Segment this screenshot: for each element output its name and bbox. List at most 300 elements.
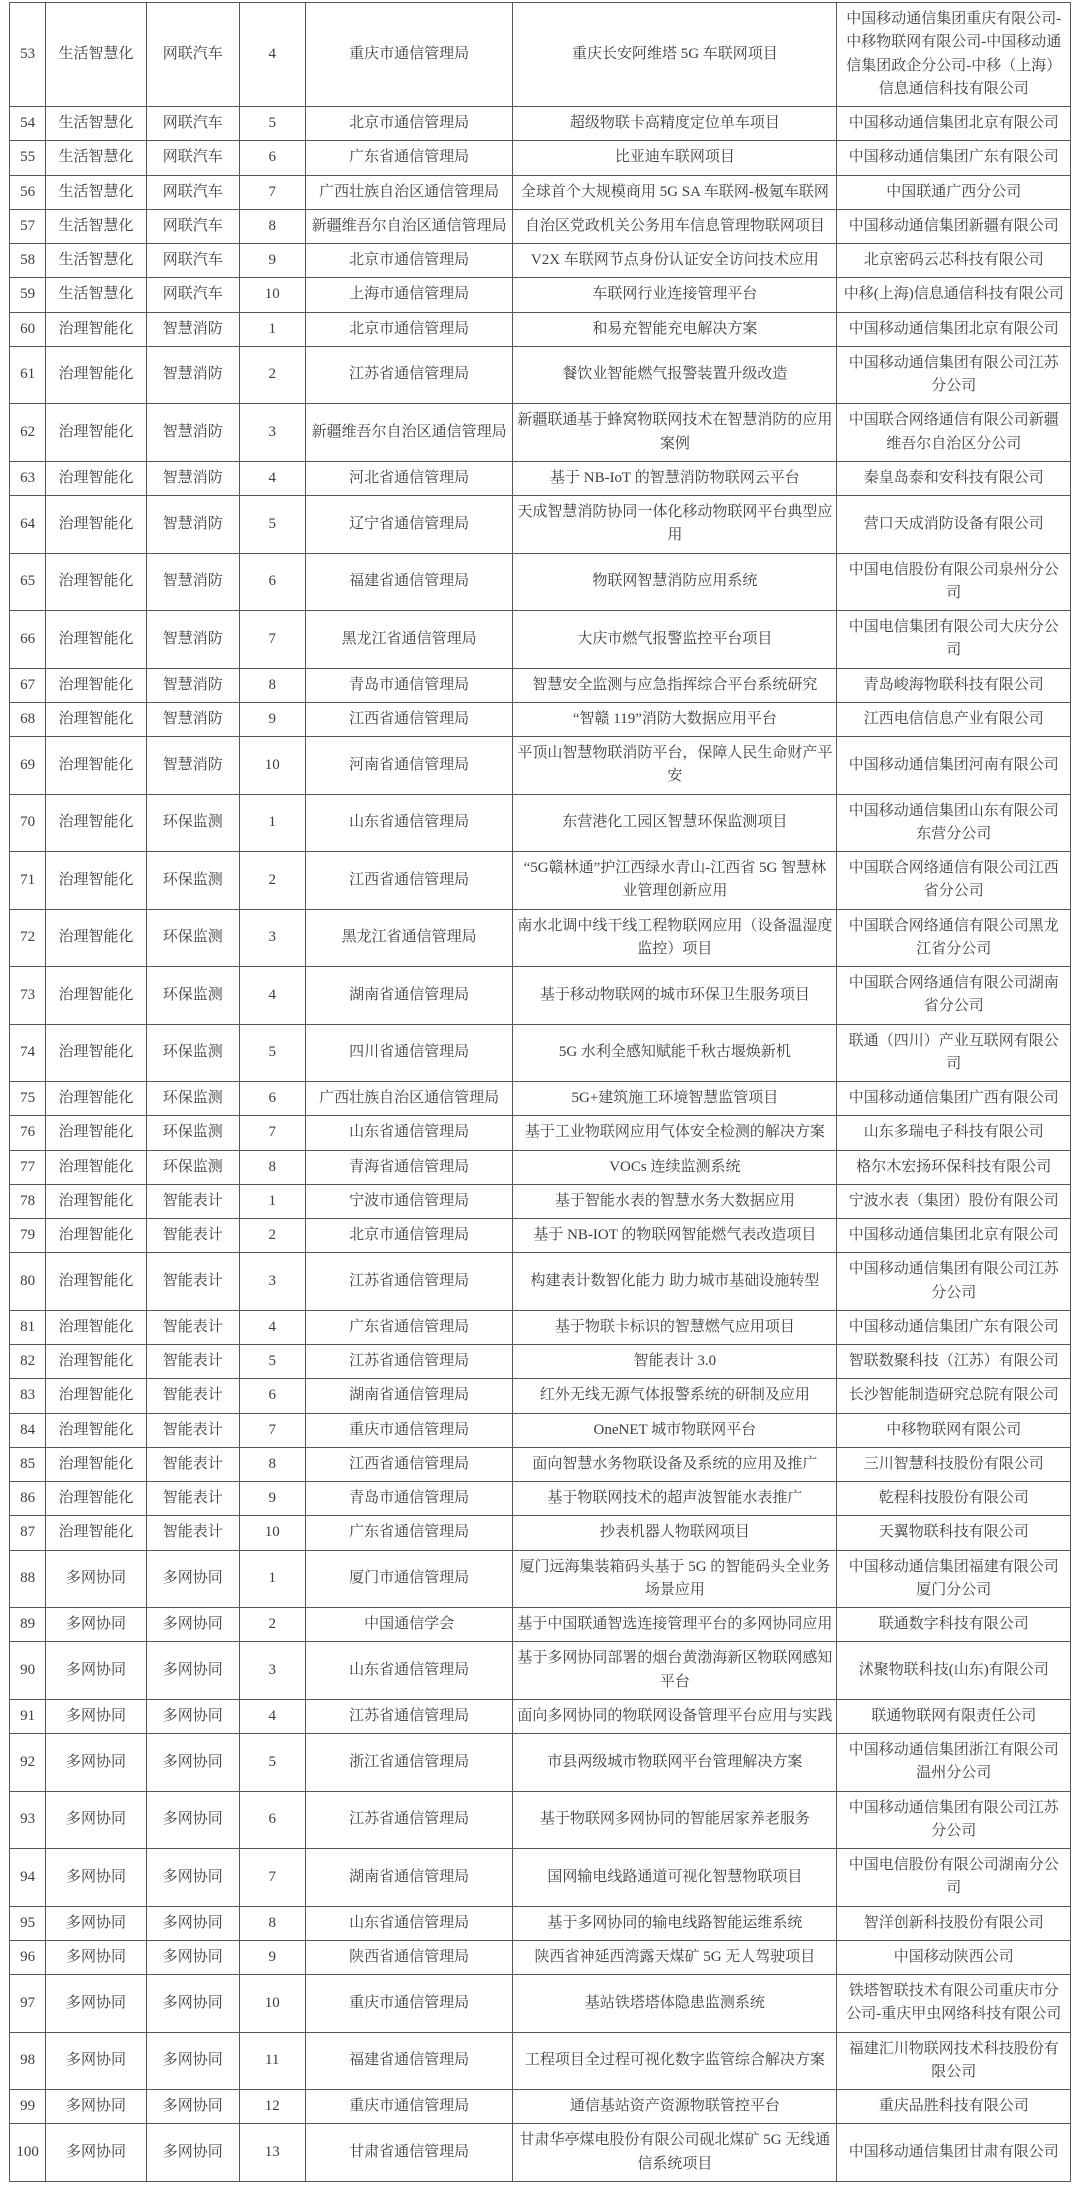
cell-category: 生活智慧化 xyxy=(46,209,147,243)
cell-rank: 2 xyxy=(239,1608,305,1642)
cell-agency: 黑龙江省通信管理局 xyxy=(305,909,512,967)
cell-agency: 山东省通信管理局 xyxy=(305,1906,512,1940)
cell-project: 面向智慧水务物联设备及系统的应用及推广 xyxy=(513,1447,837,1481)
cell-company: 联通物联网有限责任公司 xyxy=(837,1699,1071,1733)
table-row xyxy=(10,278,1071,312)
cell-no: 62 xyxy=(10,404,46,462)
table-row xyxy=(10,553,1071,611)
cell-project: 自治区党政机关公务用车信息管理物联网项目 xyxy=(513,209,837,243)
table-row xyxy=(10,1219,1071,1253)
cell-rank: 8 xyxy=(239,1906,305,1940)
cell-agency: 江西省通信管理局 xyxy=(305,852,512,910)
cell-company: 中国移动通信集团有限公司江苏分公司 xyxy=(837,1253,1071,1311)
cell-no: 74 xyxy=(10,1024,46,1082)
cell-category: 多网协同 xyxy=(46,1608,147,1642)
cell-category: 多网协同 xyxy=(46,2090,147,2124)
table-row xyxy=(10,1150,1071,1184)
cell-category: 多网协同 xyxy=(46,1849,147,1907)
cell-agency: 北京市通信管理局 xyxy=(305,1219,512,1253)
cell-no: 84 xyxy=(10,1413,46,1447)
cell-agency: 广东省通信管理局 xyxy=(305,141,512,175)
cell-no: 83 xyxy=(10,1379,46,1413)
table-row xyxy=(10,1516,1071,1550)
cell-company: 沭聚物联科技(山东)有限公司 xyxy=(837,1642,1071,1700)
projects-table-body xyxy=(10,3,1071,2182)
cell-project: VOCs 连续监测系统 xyxy=(513,1150,837,1184)
cell-company: 联通数字科技有限公司 xyxy=(837,1608,1071,1642)
table-row xyxy=(10,1906,1071,1940)
cell-no: 71 xyxy=(10,852,46,910)
cell-subcategory: 智能表计 xyxy=(146,1447,239,1481)
table-row xyxy=(10,1550,1071,1608)
cell-agency: 甘肃省通信管理局 xyxy=(305,2124,512,2182)
cell-company: 中国联合网络通信有限公司湖南省分公司 xyxy=(837,967,1071,1025)
cell-company: 中国移动通信集团广东有限公司 xyxy=(837,141,1071,175)
cell-subcategory: 环保监测 xyxy=(146,967,239,1025)
cell-category: 多网协同 xyxy=(46,1940,147,1974)
cell-rank: 4 xyxy=(239,1310,305,1344)
cell-no: 99 xyxy=(10,2090,46,2124)
cell-no: 57 xyxy=(10,209,46,243)
cell-project: 基于物联网技术的超声波智能水表推广 xyxy=(513,1482,837,1516)
table-row xyxy=(10,312,1071,346)
cell-project: 基于物联卡标识的智慧燃气应用项目 xyxy=(513,1310,837,1344)
cell-agency: 重庆市通信管理局 xyxy=(305,3,512,107)
cell-rank: 1 xyxy=(239,794,305,852)
cell-subcategory: 智能表计 xyxy=(146,1310,239,1344)
cell-project: “智赣 119”消防大数据应用平台 xyxy=(513,702,837,736)
cell-company: 联通（四川）产业互联网有限公司 xyxy=(837,1024,1071,1082)
cell-no: 81 xyxy=(10,1310,46,1344)
cell-no: 66 xyxy=(10,611,46,669)
cell-project: 陕西省神延西湾露天煤矿 5G 无人驾驶项目 xyxy=(513,1940,837,1974)
table-row xyxy=(10,737,1071,795)
cell-subcategory: 智慧消防 xyxy=(146,312,239,346)
cell-project: 车联网行业连接管理平台 xyxy=(513,278,837,312)
table-row xyxy=(10,346,1071,404)
cell-subcategory: 智能表计 xyxy=(146,1516,239,1550)
cell-rank: 8 xyxy=(239,1447,305,1481)
cell-company: 中国移动通信集团福建有限公司厦门分公司 xyxy=(837,1550,1071,1608)
cell-company: 中移(上海)信息通信科技有限公司 xyxy=(837,278,1071,312)
table-row xyxy=(10,404,1071,462)
cell-project: 基于移动物联网的城市环保卫生服务项目 xyxy=(513,967,837,1025)
cell-rank: 2 xyxy=(239,1219,305,1253)
table-row xyxy=(10,1310,1071,1344)
cell-subcategory: 网联汽车 xyxy=(146,141,239,175)
cell-subcategory: 网联汽车 xyxy=(146,244,239,278)
cell-project: V2X 车联网节点身份认证安全访问技术应用 xyxy=(513,244,837,278)
cell-company: 中国移动通信集团有限公司江苏分公司 xyxy=(837,1791,1071,1849)
cell-company: 中国移动通信集团北京有限公司 xyxy=(837,107,1071,141)
cell-company: 青岛峻海物联科技有限公司 xyxy=(837,668,1071,702)
cell-project: 基于多网协同部署的烟台黄渤海新区物联网感知平台 xyxy=(513,1642,837,1700)
table-row xyxy=(10,141,1071,175)
cell-category: 治理智能化 xyxy=(46,1024,147,1082)
cell-subcategory: 智慧消防 xyxy=(146,346,239,404)
cell-rank: 2 xyxy=(239,346,305,404)
cell-company: 中国移动通信集团北京有限公司 xyxy=(837,1219,1071,1253)
cell-project: 工程项目全过程可视化数字监管综合解决方案 xyxy=(513,2032,837,2090)
table-row xyxy=(10,2124,1071,2182)
cell-company: 中国移动通信集团新疆有限公司 xyxy=(837,209,1071,243)
cell-category: 治理智能化 xyxy=(46,794,147,852)
cell-rank: 6 xyxy=(239,553,305,611)
cell-agency: 江西省通信管理局 xyxy=(305,1447,512,1481)
cell-no: 55 xyxy=(10,141,46,175)
cell-category: 治理智能化 xyxy=(46,737,147,795)
table-row xyxy=(10,2090,1071,2124)
table-row xyxy=(10,668,1071,702)
cell-rank: 9 xyxy=(239,1482,305,1516)
cell-company: 天翼物联科技有限公司 xyxy=(837,1516,1071,1550)
cell-rank: 5 xyxy=(239,1345,305,1379)
cell-category: 治理智能化 xyxy=(46,702,147,736)
cell-company: 智联数聚科技（江苏）有限公司 xyxy=(837,1345,1071,1379)
cell-agency: 湖南省通信管理局 xyxy=(305,1379,512,1413)
cell-company: 智洋创新科技股份有限公司 xyxy=(837,1906,1071,1940)
table-row xyxy=(10,611,1071,669)
cell-project: 和易充智能充电解决方案 xyxy=(513,312,837,346)
cell-category: 多网协同 xyxy=(46,1642,147,1700)
cell-subcategory: 智慧消防 xyxy=(146,611,239,669)
iot-projects-table xyxy=(9,2,1071,2182)
cell-project: 通信基站资产资源物联管控平台 xyxy=(513,2090,837,2124)
cell-agency: 福建省通信管理局 xyxy=(305,2032,512,2090)
table-row xyxy=(10,1642,1071,1700)
cell-category: 多网协同 xyxy=(46,1906,147,1940)
cell-agency: 广西壮族自治区通信管理局 xyxy=(305,1082,512,1116)
cell-subcategory: 多网协同 xyxy=(146,2124,239,2182)
cell-project: 比亚迪车联网项目 xyxy=(513,141,837,175)
cell-rank: 1 xyxy=(239,1184,305,1218)
cell-no: 96 xyxy=(10,1940,46,1974)
cell-category: 生活智慧化 xyxy=(46,175,147,209)
cell-project: 面向多网协同的物联网设备管理平台应用与实践 xyxy=(513,1699,837,1733)
cell-rank: 11 xyxy=(239,2032,305,2090)
cell-no: 90 xyxy=(10,1642,46,1700)
cell-rank: 6 xyxy=(239,1791,305,1849)
cell-subcategory: 智能表计 xyxy=(146,1253,239,1311)
cell-agency: 陕西省通信管理局 xyxy=(305,1940,512,1974)
cell-rank: 4 xyxy=(239,1699,305,1733)
cell-rank: 4 xyxy=(239,3,305,107)
cell-category: 治理智能化 xyxy=(46,1482,147,1516)
cell-project: 智慧安全监测与应急指挥综合平台系统研究 xyxy=(513,668,837,702)
cell-no: 58 xyxy=(10,244,46,278)
cell-company: 乾程科技股份有限公司 xyxy=(837,1482,1071,1516)
cell-project: “5G赣林通”护江西绿水青山-江西省 5G 智慧林业管理创新应用 xyxy=(513,852,837,910)
cell-company: 格尔木宏扬环保科技有限公司 xyxy=(837,1150,1071,1184)
cell-agency: 中国通信学会 xyxy=(305,1608,512,1642)
cell-subcategory: 智能表计 xyxy=(146,1379,239,1413)
cell-project: 基于智能水表的智慧水务大数据应用 xyxy=(513,1184,837,1218)
cell-category: 治理智能化 xyxy=(46,1082,147,1116)
cell-project: 天成智慧消防协同一体化移动物联网平台典型应用 xyxy=(513,496,837,554)
cell-agency: 福建省通信管理局 xyxy=(305,553,512,611)
cell-project: 全球首个大规模商用 5G SA 车联网-极氪车联网 xyxy=(513,175,837,209)
cell-company: 营口天成消防设备有限公司 xyxy=(837,496,1071,554)
cell-project: 市县两级城市物联网平台管理解决方案 xyxy=(513,1734,837,1792)
cell-subcategory: 智能表计 xyxy=(146,1345,239,1379)
cell-company: 中国联通广西分公司 xyxy=(837,175,1071,209)
cell-category: 生活智慧化 xyxy=(46,107,147,141)
cell-category: 治理智能化 xyxy=(46,1116,147,1150)
cell-subcategory: 多网协同 xyxy=(146,1940,239,1974)
cell-no: 63 xyxy=(10,461,46,495)
cell-rank: 8 xyxy=(239,209,305,243)
cell-project: 基于 NB-IoT 的智慧消防物联网云平台 xyxy=(513,461,837,495)
cell-agency: 浙江省通信管理局 xyxy=(305,1734,512,1792)
cell-subcategory: 环保监测 xyxy=(146,794,239,852)
cell-company: 宁波水表（集团）股份有限公司 xyxy=(837,1184,1071,1218)
cell-category: 治理智能化 xyxy=(46,1253,147,1311)
cell-company: 中国移动陕西公司 xyxy=(837,1940,1071,1974)
cell-rank: 7 xyxy=(239,175,305,209)
table-row xyxy=(10,496,1071,554)
cell-agency: 北京市通信管理局 xyxy=(305,107,512,141)
cell-rank: 2 xyxy=(239,852,305,910)
cell-rank: 3 xyxy=(239,1642,305,1700)
cell-subcategory: 多网协同 xyxy=(146,2032,239,2090)
cell-subcategory: 智慧消防 xyxy=(146,553,239,611)
cell-agency: 河南省通信管理局 xyxy=(305,737,512,795)
cell-category: 治理智能化 xyxy=(46,553,147,611)
cell-no: 95 xyxy=(10,1906,46,1940)
cell-category: 治理智能化 xyxy=(46,611,147,669)
cell-rank: 9 xyxy=(239,244,305,278)
cell-no: 94 xyxy=(10,1849,46,1907)
table-row xyxy=(10,1975,1071,2033)
cell-agency: 新疆维吾尔自治区通信管理局 xyxy=(305,209,512,243)
cell-no: 88 xyxy=(10,1550,46,1608)
cell-subcategory: 多网协同 xyxy=(146,1975,239,2033)
cell-agency: 北京市通信管理局 xyxy=(305,312,512,346)
cell-project: 物联网智慧消防应用系统 xyxy=(513,553,837,611)
cell-agency: 青岛市通信管理局 xyxy=(305,668,512,702)
cell-subcategory: 环保监测 xyxy=(146,1024,239,1082)
cell-company: 中国联合网络通信有限公司江西省分公司 xyxy=(837,852,1071,910)
cell-company: 中国移动通信集团广东有限公司 xyxy=(837,1310,1071,1344)
cell-agency: 广西壮族自治区通信管理局 xyxy=(305,175,512,209)
cell-rank: 5 xyxy=(239,1734,305,1792)
cell-rank: 5 xyxy=(239,496,305,554)
cell-agency: 湖南省通信管理局 xyxy=(305,1849,512,1907)
cell-agency: 厦门市通信管理局 xyxy=(305,1550,512,1608)
cell-subcategory: 智慧消防 xyxy=(146,702,239,736)
cell-agency: 北京市通信管理局 xyxy=(305,244,512,278)
cell-no: 91 xyxy=(10,1699,46,1733)
cell-project: 大庆市燃气报警监控平台项目 xyxy=(513,611,837,669)
cell-company: 江西电信信息产业有限公司 xyxy=(837,702,1071,736)
cell-agency: 江苏省通信管理局 xyxy=(305,1345,512,1379)
cell-category: 多网协同 xyxy=(46,2032,147,2090)
cell-category: 治理智能化 xyxy=(46,1447,147,1481)
cell-rank: 5 xyxy=(239,107,305,141)
cell-company: 中国移动通信集团广西有限公司 xyxy=(837,1082,1071,1116)
cell-company: 秦皇岛泰和安科技有限公司 xyxy=(837,461,1071,495)
cell-subcategory: 多网协同 xyxy=(146,1608,239,1642)
cell-agency: 江西省通信管理局 xyxy=(305,702,512,736)
table-row xyxy=(10,1253,1071,1311)
cell-subcategory: 环保监测 xyxy=(146,1082,239,1116)
cell-category: 治理智能化 xyxy=(46,1219,147,1253)
cell-no: 89 xyxy=(10,1608,46,1642)
cell-project: 基于工业物联网应用气体安全检测的解决方案 xyxy=(513,1116,837,1150)
cell-agency: 四川省通信管理局 xyxy=(305,1024,512,1082)
cell-company: 三川智慧科技股份有限公司 xyxy=(837,1447,1071,1481)
cell-no: 65 xyxy=(10,553,46,611)
cell-subcategory: 智能表计 xyxy=(146,1184,239,1218)
cell-rank: 10 xyxy=(239,278,305,312)
cell-rank: 6 xyxy=(239,141,305,175)
cell-project: 餐饮业智能燃气报警装置升级改造 xyxy=(513,346,837,404)
cell-rank: 5 xyxy=(239,1024,305,1082)
cell-agency: 广东省通信管理局 xyxy=(305,1516,512,1550)
table-row xyxy=(10,461,1071,495)
cell-no: 79 xyxy=(10,1219,46,1253)
cell-category: 生活智慧化 xyxy=(46,244,147,278)
cell-project: 基站铁塔塔体隐患监测系统 xyxy=(513,1975,837,2033)
cell-company: 重庆品胜科技有限公司 xyxy=(837,2090,1071,2124)
cell-company: 铁塔智联技术有限公司重庆市分公司-重庆甲虫网络科技有限公司 xyxy=(837,1975,1071,2033)
table-row xyxy=(10,1940,1071,1974)
cell-subcategory: 环保监测 xyxy=(146,852,239,910)
cell-rank: 8 xyxy=(239,668,305,702)
table-row xyxy=(10,1447,1071,1481)
cell-no: 80 xyxy=(10,1253,46,1311)
cell-rank: 10 xyxy=(239,737,305,795)
cell-rank: 3 xyxy=(239,404,305,462)
cell-project: 重庆长安阿维塔 5G 车联网项目 xyxy=(513,3,837,107)
cell-project: 南水北调中线干线工程物联网应用（设备温湿度监控）项目 xyxy=(513,909,837,967)
cell-subcategory: 多网协同 xyxy=(146,1699,239,1733)
table-row xyxy=(10,1184,1071,1218)
cell-subcategory: 多网协同 xyxy=(146,1906,239,1940)
cell-no: 93 xyxy=(10,1791,46,1849)
cell-category: 多网协同 xyxy=(46,2124,147,2182)
cell-category: 治理智能化 xyxy=(46,1379,147,1413)
cell-company: 长沙智能制造研究总院有限公司 xyxy=(837,1379,1071,1413)
cell-category: 治理智能化 xyxy=(46,967,147,1025)
cell-agency: 宁波市通信管理局 xyxy=(305,1184,512,1218)
cell-project: 智能表计 3.0 xyxy=(513,1345,837,1379)
cell-rank: 10 xyxy=(239,1975,305,2033)
cell-subcategory: 多网协同 xyxy=(146,2090,239,2124)
cell-project: 5G+建筑施工环境智慧监管项目 xyxy=(513,1082,837,1116)
cell-subcategory: 智能表计 xyxy=(146,1219,239,1253)
cell-category: 治理智能化 xyxy=(46,496,147,554)
cell-company: 中国电信集团有限公司大庆分公司 xyxy=(837,611,1071,669)
cell-subcategory: 网联汽车 xyxy=(146,3,239,107)
cell-no: 56 xyxy=(10,175,46,209)
cell-no: 86 xyxy=(10,1482,46,1516)
cell-project: 基于中国联通智选连接管理平台的多网协同应用 xyxy=(513,1608,837,1642)
cell-category: 治理智能化 xyxy=(46,346,147,404)
cell-agency: 辽宁省通信管理局 xyxy=(305,496,512,554)
cell-project: 甘肃华亭煤电股份有限公司砚北煤矿 5G 无线通信系统项目 xyxy=(513,2124,837,2182)
cell-no: 76 xyxy=(10,1116,46,1150)
cell-project: 抄表机器人物联网项目 xyxy=(513,1516,837,1550)
cell-no: 100 xyxy=(10,2124,46,2182)
cell-subcategory: 智慧消防 xyxy=(146,737,239,795)
cell-no: 73 xyxy=(10,967,46,1025)
cell-company: 中国移动通信集团重庆有限公司-中移物联网有限公司-中国移动通信集团政企分公司-中移（上海）信息通信科技有限公司 xyxy=(837,3,1071,107)
cell-subcategory: 智能表计 xyxy=(146,1413,239,1447)
table-row xyxy=(10,175,1071,209)
cell-no: 72 xyxy=(10,909,46,967)
cell-company: 中国移动通信集团甘肃有限公司 xyxy=(837,2124,1071,2182)
cell-rank: 4 xyxy=(239,967,305,1025)
cell-agency: 黑龙江省通信管理局 xyxy=(305,611,512,669)
cell-rank: 13 xyxy=(239,2124,305,2182)
cell-no: 77 xyxy=(10,1150,46,1184)
cell-company: 中国移动通信集团浙江有限公司温州分公司 xyxy=(837,1734,1071,1792)
cell-subcategory: 智慧消防 xyxy=(146,404,239,462)
cell-no: 60 xyxy=(10,312,46,346)
cell-subcategory: 网联汽车 xyxy=(146,175,239,209)
cell-category: 治理智能化 xyxy=(46,1345,147,1379)
cell-company: 中国电信股份有限公司湖南分公司 xyxy=(837,1849,1071,1907)
cell-company: 中国移动通信集团有限公司江苏分公司 xyxy=(837,346,1071,404)
cell-company: 山东多瑞电子科技有限公司 xyxy=(837,1116,1071,1150)
cell-category: 多网协同 xyxy=(46,1791,147,1849)
cell-category: 治理智能化 xyxy=(46,1150,147,1184)
cell-rank: 4 xyxy=(239,461,305,495)
cell-rank: 3 xyxy=(239,909,305,967)
cell-project: 超级物联卡高精度定位单车项目 xyxy=(513,107,837,141)
cell-agency: 青岛市通信管理局 xyxy=(305,1482,512,1516)
cell-project: 平顶山智慧物联消防平台，保障人民生命财产平安 xyxy=(513,737,837,795)
cell-rank: 3 xyxy=(239,1253,305,1311)
cell-subcategory: 环保监测 xyxy=(146,909,239,967)
cell-project: 5G 水利全感知赋能千秋古堰焕新机 xyxy=(513,1024,837,1082)
cell-category: 生活智慧化 xyxy=(46,141,147,175)
cell-rank: 7 xyxy=(239,611,305,669)
cell-company: 中国联合网络通信有限公司新疆维吾尔自治区分公司 xyxy=(837,404,1071,462)
cell-no: 87 xyxy=(10,1516,46,1550)
cell-company: 中国移动通信集团河南有限公司 xyxy=(837,737,1071,795)
cell-subcategory: 智能表计 xyxy=(146,1482,239,1516)
cell-rank: 1 xyxy=(239,1550,305,1608)
cell-subcategory: 多网协同 xyxy=(146,1791,239,1849)
table-row xyxy=(10,107,1071,141)
cell-rank: 10 xyxy=(239,1516,305,1550)
cell-company: 中国移动通信集团山东有限公司东营分公司 xyxy=(837,794,1071,852)
cell-no: 54 xyxy=(10,107,46,141)
cell-agency: 山东省通信管理局 xyxy=(305,794,512,852)
table-row xyxy=(10,1345,1071,1379)
cell-project: 红外无线无源气体报警系统的研制及应用 xyxy=(513,1379,837,1413)
cell-no: 92 xyxy=(10,1734,46,1792)
cell-project: 基于物联网多网协同的智能居家养老服务 xyxy=(513,1791,837,1849)
cell-subcategory: 多网协同 xyxy=(146,1550,239,1608)
cell-project: 基于 NB-IOT 的物联网智能燃气表改造项目 xyxy=(513,1219,837,1253)
cell-category: 治理智能化 xyxy=(46,461,147,495)
table-row xyxy=(10,2032,1071,2090)
cell-no: 97 xyxy=(10,1975,46,2033)
table-row xyxy=(10,909,1071,967)
table-row xyxy=(10,1482,1071,1516)
cell-company: 福建汇川物联网技术科技股份有限公司 xyxy=(837,2032,1071,2090)
table-row xyxy=(10,967,1071,1025)
cell-no: 64 xyxy=(10,496,46,554)
cell-rank: 6 xyxy=(239,1379,305,1413)
cell-subcategory: 多网协同 xyxy=(146,1642,239,1700)
table-row xyxy=(10,244,1071,278)
cell-subcategory: 智慧消防 xyxy=(146,668,239,702)
cell-agency: 青海省通信管理局 xyxy=(305,1150,512,1184)
